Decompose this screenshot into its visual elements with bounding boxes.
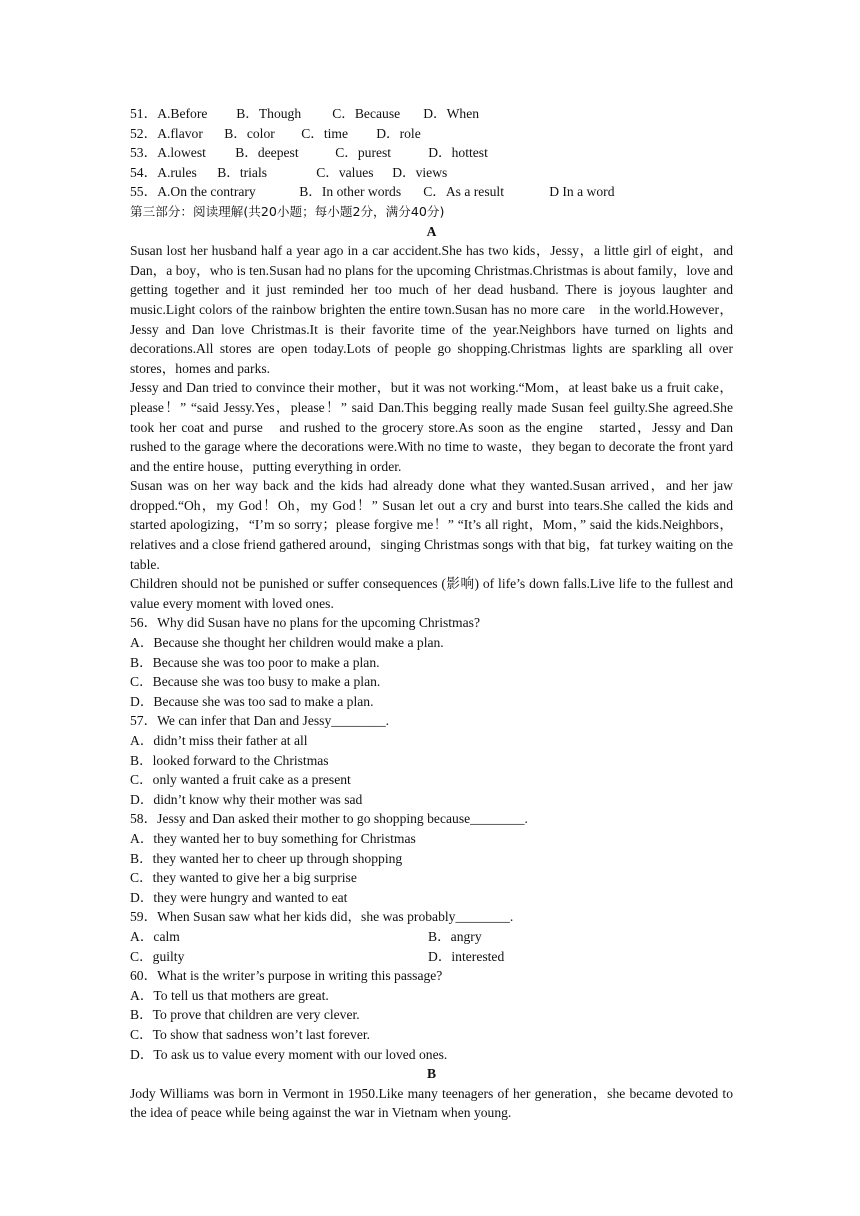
answer-option: A．To tell us that mothers are great.: [130, 987, 329, 1003]
cloze-question-55: 55．A.On the contrary B．In other words C．As a result D In a word: [130, 184, 615, 200]
answer-option: B．angry: [428, 928, 482, 944]
cloze-question-53: 53．A.lowest B．deepest C．purest D．hottest: [130, 145, 488, 161]
section-heading: 第三部分：阅读理解(共20小题；每小题2分，满分40分): [130, 203, 445, 219]
answer-option: B．Because she was too poor to make a plan.: [130, 654, 380, 670]
question-60: [130, 966, 733, 1064]
question-59: [130, 907, 733, 966]
answer-option: D．didn’t know why their mother was sad: [130, 791, 363, 807]
answer-option: C．only wanted a fruit cake as a present: [130, 772, 351, 788]
answer-option: C．To show that sadness won’t last forever.: [130, 1026, 371, 1042]
cloze-question-51: 51．A.Before B．Though C．Because D．When: [130, 106, 480, 121]
answer-option: A．Because she thought her children would make a plan.: [130, 635, 444, 651]
passage-b-title: B: [426, 1066, 437, 1082]
answer-option: A．they wanted her to buy something for Christmas: [130, 830, 416, 846]
answer-option: A．calm: [130, 928, 180, 944]
answer-option: B．they wanted her to cheer up through shopping: [130, 850, 403, 866]
answer-option: C．Because she was too busy to make a plan.: [130, 674, 381, 690]
answer-option: B．To prove that children are very clever.: [130, 1007, 360, 1023]
passage-a-paragraph: Susan was on her way back and the kids had already done what they wanted.Susan arrived，and her jaw dropped.“Oh，my God！Oh，my God！” Susan let out a cry and burst into tears.She called the kids and started apologizing，“I’m so sorry；please forgive me！” “It’s all right，Mom，” said the kids.Neighbors，relatives and a close friend gathered around，singing Christmas songs with that big，fat turkey waiting on the table.: [130, 478, 733, 572]
question-stem: 56．Why did Susan have no plans for the upcoming Christmas?: [130, 615, 480, 631]
answer-option: D．Because she was too sad to make a plan.: [130, 693, 374, 709]
passage-a-paragraph: Susan lost her husband half a year ago in a car accident.She has two kids，Jessy，a little girl of eight，and Dan，a boy，who is ten.Susan had no plans for the upcoming Christmas.Christmas is about family，love and getting together and it just reminded her too much of her dead husband. There is joyous laughter and music.Light colors of the rainbow brighten the entire town.Susan has no more care in the world.However，Jessy and Dan love Christmas.It is their favorite time of the year.Neighbors have turned on lights and decorations.All stores are open today.Lots of people go shopping.Christmas lights are sparkling all over stores，homes and parks.: [130, 243, 733, 376]
answer-option: D．they were hungry and wanted to eat: [130, 889, 348, 905]
question-56: [130, 613, 733, 711]
answer-option: C．they wanted to give her a big surprise: [130, 870, 357, 886]
answer-option: D．To ask us to value every moment with our loved ones.: [130, 1046, 448, 1062]
answer-option: A．didn’t miss their father at all: [130, 733, 308, 748]
document-page: [130, 104, 733, 1123]
cloze-question-54: 54．A.rules B．trials C．values D．views: [130, 164, 448, 180]
question-stem: 59．When Susan saw what her kids did，she was probably________.: [130, 909, 514, 925]
cloze-question-52: 52．A.flavor B．color C．time D．role: [130, 125, 421, 141]
question-stem: 57．We can infer that Dan and Jessy________.: [130, 713, 390, 729]
question-stem: 60．What is the writer’s purpose in writing this passage?: [130, 968, 443, 984]
answer-option: D．interested: [428, 948, 505, 964]
question-57: [130, 711, 733, 809]
passage-a-paragraph: Jessy and Dan tried to convince their mother，but it was not working.“Mom，at least bake us a fruit cake，please！” “said Jessy.Yes，please！” said Dan.This begging really made Susan feel guilty.She agreed.She took her coat and purse and rushed to the grocery store.As soon as the engine started，Jessy and Dan rushed to the garage where the decorations were.With no time to waste，they began to decorate the front yard and the entire house，putting everything in order.: [130, 380, 733, 474]
passage-b-paragraph: Jody Williams was born in Vermont in 1950.Like many teenagers of her generation，she became devoted to the idea of peace while being against the war in Vietnam when young.: [130, 1085, 733, 1121]
answer-option: B．looked forward to the Christmas: [130, 752, 329, 768]
question-stem: 58．Jessy and Dan asked their mother to go shopping because________.: [130, 811, 528, 827]
answer-option-row: [130, 927, 733, 947]
passage-a-paragraph: Children should not be punished or suffer consequences (影响) of life’s down falls.Live life to the fullest and value every moment with loved ones.: [130, 576, 733, 611]
answer-option: C．guilty: [130, 948, 185, 964]
answer-option-row: [130, 947, 733, 967]
passage-a-title: A: [426, 223, 437, 239]
question-58: [130, 809, 733, 907]
